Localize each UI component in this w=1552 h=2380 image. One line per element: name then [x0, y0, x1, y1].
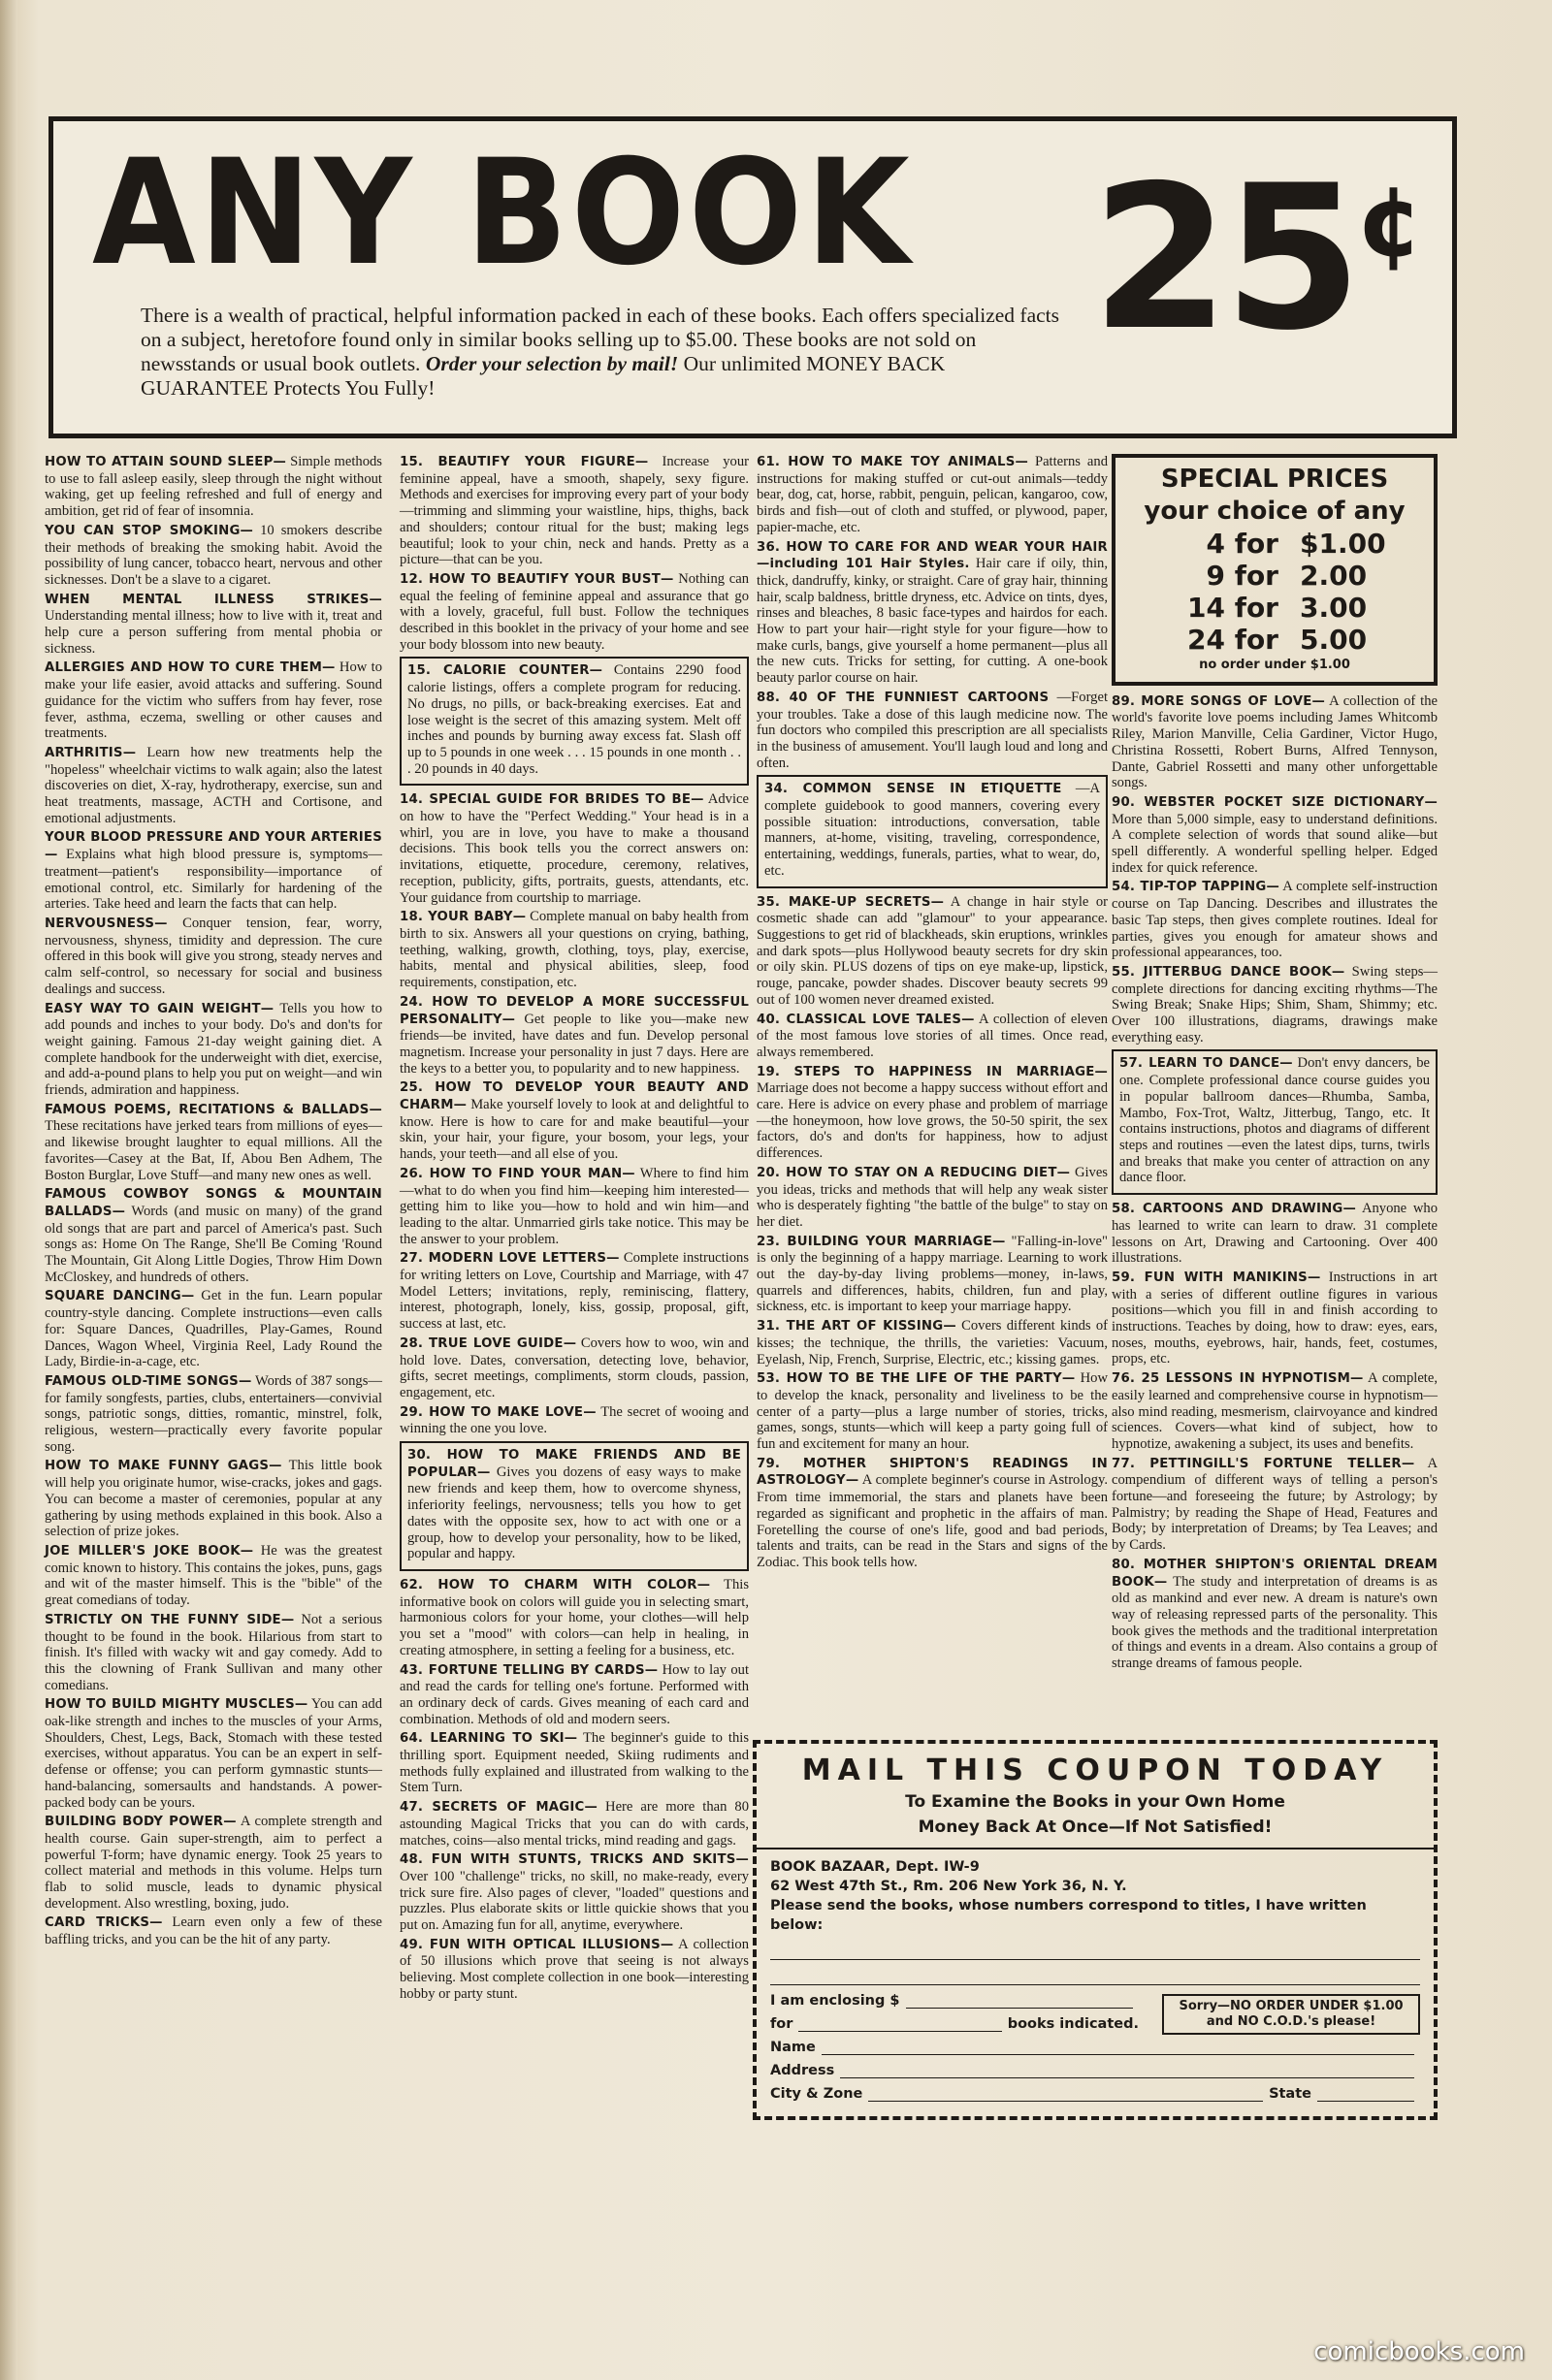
- book-description: 10 smokers describe their methods of breaking the smoking habit. Avoid the possibility of lung cancer, tobacco heart, nervous and other sicknesses. Don't be a slave to a cigaret.: [45, 522, 383, 588]
- book-title: 24. HOW TO DEVELOP A MORE SUCCESSFUL PERSONALITY—: [400, 994, 749, 1027]
- book-title: 62. HOW TO CHARM WITH COLOR—: [400, 1578, 711, 1592]
- book-title: 30. HOW TO MAKE FRIENDS AND BE POPULAR—: [407, 1448, 741, 1480]
- book-listing: [45, 1458, 382, 1540]
- name-row: [770, 2040, 1420, 2055]
- book-description: Nothing can equal the feeling of feminine appeal and assurance that go with a lovely, graceful, full bust. Follow the techniques described in this booklet in the privacy of your home and see your body blossom into new beauty.: [400, 570, 749, 653]
- state-field[interactable]: [1317, 2086, 1414, 2102]
- book-listing: [400, 1799, 749, 1849]
- book-title: JOE MILLER'S JOKE BOOK—: [45, 1544, 254, 1559]
- book-description: Complete instructions for writing letters on Love, Courtship and Marriage, with 47 Model Letters; invitations, reply, reminiscing, flattery, interest, photograph, lonely, kiss, gossip, proposal, gift, success at last, etc.: [400, 1250, 749, 1333]
- book-description: Make yourself lovely to look at and delightful to know. Here is how to care for and make beautiful—your skin, your hair, your figure, your bosom, your legs, your hands, your teeth—and all else of you.: [400, 1097, 749, 1163]
- book-description: A complete self-instruction course on Tap Dancing. Describes and illustrates the basic Tap steps, then gives complete routines. Ideal for parties, gives you enough for amateur shows and professional appearances, too.: [1112, 879, 1439, 961]
- book-description: Conquer tension, fear, worry, nervousness, shyness, timidity and depression. The cure offered in this book will give you strong, steady nerves and calm self-control, so necessary for social and business dealings and success.: [45, 915, 382, 997]
- book-title: 80. MOTHER SHIPTON'S ORIENTAL DREAM BOOK—: [1112, 1557, 1438, 1590]
- site-watermark: comicbooks.com: [1313, 2337, 1525, 2366]
- book-listing: [45, 1102, 382, 1184]
- book-title: 77. PETTINGILL'S FORTUNE TELLER—: [1112, 1456, 1415, 1471]
- book-title: 89. MORE SONGS OF LOVE—: [1112, 693, 1325, 709]
- state-label: State: [1269, 2086, 1311, 2102]
- book-title: 31. THE ART OF KISSING—: [757, 1319, 956, 1335]
- book-title: 58. CARTOONS AND DRAWING—: [1112, 1202, 1357, 1217]
- book-title: 18. YOUR BABY—: [400, 910, 527, 925]
- book-title: HOW TO BUILD MIGHTY MUSCLES—: [45, 1697, 308, 1713]
- book-listing: [45, 1612, 382, 1694]
- book-description: Hair care if oily, thin, thick, dandruffy, kinky, or straight. Care of gray hair, thinning hair, scalp baldness, brittle dryness, etc. Advice on tints, dyes, rinses and bleaches, 8 basic face-types and hairdos for each. How to part your hair—right style for your figure—how to make curls, bangs, give yourself a home permanent—plus all the new cuts. Tricks for setting, for cutting. A one-book beauty parlor course on hair.: [757, 556, 1108, 687]
- book-listing: [757, 1318, 1108, 1367]
- book-listing: [757, 539, 1108, 687]
- book-description: A complete beginner's course in Astrology. From time immemorial, the stars and planets have been regarded as significant and prophetic in the affairs of man. Foretelling the course of one's life, good and bad periods, talents and traits, can be read in the Stars and signs of the Zodiac. This book tells how.: [757, 1472, 1108, 1570]
- book-description: This little book will help you originate humor, wise-cracks, jokes and gags. You can become a master of ceremonies, popular at any gathering by using methods explained in this book. Also a selection of prize jokes.: [45, 1458, 382, 1540]
- city-label: City & Zone: [770, 2086, 863, 2102]
- book-title: 23. BUILDING YOUR MARRIAGE—: [757, 1234, 1006, 1249]
- book-description: Increase your feminine appeal, have a smooth, shapely, sexy figure. Methods and exercises for improving every part of your body—trimming and slimming your waistline, hips, thighs, back and shoulders; contour ritual for the bust; making legs beautiful; look to your chin, neck and hands. Pretty as a picture—that can be you.: [400, 454, 749, 568]
- book-title: YOU CAN STOP SMOKING—: [45, 523, 254, 538]
- book-description: You can add oak-like strength and inches to the muscles of your Arms, Shoulders, Chest, Legs, Back, Stomach with these tested exercises, without apparatus. You can be an expert in self-defense or offense; you can perform gymnastic stunts—hand-balancing, somersaults and handstands. A power-packed body can be yours.: [45, 1696, 383, 1811]
- book-listing: [1112, 964, 1438, 1046]
- boxed-listing: [1112, 1049, 1438, 1195]
- book-description: Get in the fun. Learn popular country-style dancing. Complete instructions—even calls for: Square Dances, Quadrilles, Play-Games, Round Dances, Wagon Wheel, Virginia Reel, Lady Round the Lady, Birdie-in-a-cage, etc.: [45, 1288, 383, 1370]
- book-title: 64. LEARNING TO SKI—: [400, 1731, 578, 1747]
- book-listing: [400, 1730, 749, 1796]
- book-title: FAMOUS OLD-TIME SONGS—: [45, 1373, 252, 1389]
- book-description: Explains what high blood pressure is, symptoms—treatment—patient's responsibility—importance of emotional control, etc. Similarly for hardening of the arteries. Take heed and learn the facts that can help.: [45, 847, 382, 913]
- book-title: 54. TIP-TOP TAPPING—: [1112, 880, 1279, 895]
- coupon-instructions: Please send the books, whose numbers correspond to titles, I have written below:: [770, 1898, 1367, 1933]
- book-description: Swing steps—complete directions for dancing exciting rhythms—The Swing Break; Snake Hips; Shim, Sham, Shimmy; etc. Over 100 illustrations, diagrams, drawings make everything easy.: [1112, 963, 1439, 1045]
- book-listing: [400, 909, 749, 991]
- book-title: 12. HOW TO BEAUTIFY YOUR BUST—: [400, 571, 674, 587]
- book-title: 40. CLASSICAL LOVE TALES—: [757, 1012, 975, 1027]
- book-description: A collection of the world's favorite love poems including James Whitcomb Riley, Marion Manville, Celia Gardiner, Victor Hugo, Christina Rossetti, Robert Burns, Alfred Tennyson, Dante, Gabriel Rossetti and many other unforgettable songs.: [1112, 692, 1438, 791]
- price-qty: 9 for: [1206, 560, 1278, 592]
- book-listing: [400, 571, 749, 654]
- book-title: STRICTLY ON THE FUNNY SIDE—: [45, 1612, 295, 1627]
- book-description: How to develop the knack, personality and liveliness to be the center of a party—plus a large number of stories, tricks, games, songs, stunts—which will keep a party going full of fun and excitement for many an hour.: [757, 1370, 1108, 1453]
- enclosing-label: I am enclosing $: [770, 1993, 900, 2009]
- book-title: 15. BEAUTIFY YOUR FIGURE—: [400, 455, 649, 469]
- price-value: 25: [1091, 144, 1357, 374]
- book-listing: [45, 1001, 382, 1099]
- book-listing: [400, 994, 749, 1077]
- book-description: The secret of wooing and winning the one you love.: [400, 1403, 749, 1437]
- book-listing: [757, 1064, 1108, 1162]
- book-title: 34. COMMON SENSE IN ETIQUETTE: [764, 782, 1062, 797]
- book-description: "Falling-in-love" is only the beginning of a happy marriage. Learning to work out the day-by-day living problems—money, in-laws, quarrels and differences, habits, children, fun and play, sickness, etc. is important to keep your marriage happy.: [757, 1233, 1108, 1315]
- price-amount: $1.00: [1300, 528, 1386, 560]
- intro-part-1: There is a wealth of practical, helpful information packed in each of these books. Each offers specialized facts on a subject, heretofore found only in similar books selling up to $5.00. These books are not sold on newsstands or usual book outlets.: [141, 304, 1059, 375]
- book-description: Get people to like you—make new friends—be invited, have dates and fun. Develop personal magnetism. Increase your personality in just 7 days. Here are the keys to a better you, to popularity and to new happiness.: [400, 1011, 749, 1077]
- book-title: BUILDING BODY POWER—: [45, 1815, 237, 1830]
- boxed-listing: [400, 1441, 749, 1571]
- book-description: Anyone who has learned to write can learn to draw. 31 complete lessons on Art, Drawing and Cartooning. Over 400 illustrations.: [1112, 1201, 1438, 1267]
- book-title: 35. MAKE-UP SECRETS—: [757, 894, 945, 910]
- book-description: Where to find him—what to do when you find him—keeping him interested—getting him to like you—how to hold and win him—and leading to the altar. Unmarried girls take notice. This may be the answer to your problem.: [400, 1165, 749, 1247]
- book-title: HOW TO MAKE FUNNY GAGS—: [45, 1459, 282, 1474]
- coupon-address-1: BOOK BAZAAR, Dept. IW-9: [770, 1859, 980, 1875]
- book-description: Contains 2290 food calorie listings, offers a complete program for reducing. No drugs, no pills, or back-breaking exercises. Eat and lose weight is the secret of this amazing system. Melt off inches and pounds by burning away excess fat. Slash off up to 5 pounds in one week . . . 15 pounds in one month . . . 20 pounds in 40 days.: [407, 662, 741, 777]
- book-title: HOW TO ATTAIN SOUND SLEEP—: [45, 455, 287, 469]
- boxed-listing: [400, 657, 749, 786]
- book-description: Learn even only a few of these baffling tricks, and you can be the hit of any party.: [45, 1914, 382, 1948]
- name-label: Name: [770, 2040, 816, 2055]
- book-description: Instructions in art with a series of different outline figures in various positions—which you fill in and finish according to instructions. Teaches by doing, how to draw: eyes, ears, noses, mouths, eyebrows, hair, hands, feet, costumes, props, etc.: [1112, 1269, 1438, 1367]
- book-description: Marriage does not become a happy success without effort and care. Here is advice on every phase and problem of marriage—the honeymoon, how love grows, the 50-50 spirit, the sex factors, do's and don'ts for happiness, how to adjust differences.: [757, 1080, 1108, 1162]
- coupon-divider: [757, 1848, 1434, 1849]
- book-title: 25. HOW TO DEVELOP YOUR BEAUTY AND CHARM—: [400, 1080, 749, 1113]
- book-listing: [400, 1404, 749, 1437]
- book-listing: [757, 454, 1108, 536]
- price-amount: 5.00: [1300, 624, 1368, 656]
- book-listing: [1112, 1201, 1438, 1267]
- book-listing: [45, 659, 382, 742]
- price-amount: 2.00: [1300, 560, 1368, 592]
- book-listing: [757, 894, 1108, 1009]
- intro-part-2: Our unlimited MONEY BACK GUARANTEE Protects You Fully!: [141, 352, 946, 400]
- book-description: A compendium of different ways of telling a person's fortune—and foreseeing the future; by Astrology; by Palmistry; by reading the Shape of Head, Features and Body; by interpretation of Dreams; by Tea Leaves; and by Cards.: [1112, 1455, 1438, 1554]
- book-title: FAMOUS POEMS, RECITATIONS & BALLADS—: [45, 1102, 382, 1117]
- book-column-1: [45, 454, 382, 1951]
- book-description: Over 100 "challenge" tricks, no skill, no make-ready, every trick sure fire. Also pages of clever, "loaded" questions and puzzles. Plus elaborate skits or little quickie shows that you put on. Amazing fun for all, anytime, everywhere.: [400, 1868, 749, 1934]
- address-row: [770, 2063, 1420, 2078]
- book-title: EASY WAY TO GAIN WEIGHT—: [45, 1001, 275, 1016]
- price-row: [1123, 528, 1426, 560]
- book-description: Complete manual on baby health from birth to six. Answers all your questions on crying, bathing, teething, walking, growth, clothing, toys, play, exercise, habits, mental and physical abilities, sleep, food requirements, constipation, etc.: [400, 909, 749, 991]
- book-description: Don't envy dancers, be one. Complete professional dance course guides you in popular ballroom dances—Rhumba, Samba, Mambo, Fox-Trot, Waltz, Jitterbug, Tango, etc. It contains instructions, photos and diagrams of different steps and routines —even the latest dips, turns, twirls and breaks that make you center of attraction on any dance floor.: [1119, 1055, 1430, 1186]
- book-description: The study and interpretation of dreams is as old as mankind and ever new. A dream is nature's own way of releasing repressed parts of the personality. This book gives the methods and the traditional interpretation of things and events in a dream. Also contains a group of strange dreams of famous people.: [1112, 1573, 1438, 1672]
- book-description: This informative book on colors will guide you in selecting smart, harmonious colors for your home, your clothes—will help you set a "mood" with colors—can help in healing, in creating atmosphere, in setting a feeling for a business, etc.: [400, 1577, 749, 1658]
- book-listing: [45, 1373, 382, 1456]
- book-listing: [400, 454, 749, 568]
- address-field[interactable]: [840, 2063, 1414, 2078]
- book-description: More than 5,000 simple, easy to understand definitions. A complete selection of words that sound alike—but spell differently. A wonderful spelling helper. Edged index for quick reference.: [1112, 811, 1438, 876]
- book-title: 36. HOW TO CARE FOR AND WEAR YOUR HAIR—including 101 Hair Styles.: [757, 539, 1108, 572]
- book-listing: [1119, 1055, 1430, 1186]
- book-listing: [45, 592, 382, 658]
- book-title: 88. 40 OF THE FUNNIEST CARTOONS: [757, 690, 1050, 705]
- books-count-row: [770, 2016, 1139, 2032]
- book-listing: [757, 1456, 1108, 1571]
- book-listing: [400, 1851, 749, 1934]
- special-prices-title: SPECIAL PRICES: [1160, 465, 1389, 494]
- book-description: Gives you ideas, tricks and methods that will help any weak sister who is desperately fighting "the battle of the bulge" to stay on her diet.: [757, 1164, 1108, 1230]
- books-count-field[interactable]: [798, 2016, 1001, 2032]
- book-title: NERVOUSNESS—: [45, 916, 168, 931]
- minimum-order-notice: Sorry—NO ORDER UNDER $1.00 and NO C.O.D.'s please!: [1162, 1994, 1420, 2035]
- book-listing: [1112, 1456, 1438, 1554]
- book-listing: [45, 1543, 382, 1609]
- enclosing-row: [770, 1993, 1139, 2009]
- book-title: 28. TRUE LOVE GUIDE—: [400, 1335, 577, 1351]
- book-description: Tells you how to add pounds and inches to your body. Do's and don'ts for weight gaining. Famous 21-day weight gaining diet. A complete handbook for the underweight with diet, exercise, and add-a-pound plans to help you put on weight—and win friends, admiration and happiness.: [45, 1000, 382, 1099]
- coupon-subtitle-2: Money Back At Once—If Not Satisfied!: [918, 1817, 1273, 1837]
- book-listing: [45, 1186, 382, 1285]
- book-listing: [757, 1165, 1108, 1231]
- book-title: 49. FUN WITH OPTICAL ILLUSIONS—: [400, 1937, 674, 1952]
- book-description: Covers different kinds of kisses; the technique, the thrills, the varieties: Vacuum, Eyelash, Nip, French, Surprise, Electric, etc.; kissing games.: [757, 1318, 1109, 1367]
- book-description: Gives you dozens of easy ways to make new friends and keep them, how to overcome shyness, inferiority feelings, nervousness; tells you how to get dates with the opposite sex, how to act with one or a group, how to develop your personality, how to be liked, popular and happy.: [407, 1463, 741, 1562]
- book-numbers-line[interactable]: [770, 1941, 1420, 1960]
- book-description: Words (and music on many) of the grand old songs that are part and parcel of America's past. Such songs as: Home On The Range, She'll Be Coming 'Round The Mountain, Git Along Little Dogies, Throw Him Down McCloskey, and hundreds of others.: [45, 1203, 382, 1285]
- book-listing: [1112, 794, 1438, 877]
- city-field[interactable]: [868, 2086, 1263, 2102]
- book-listing: [407, 1447, 741, 1562]
- book-title: 55. JITTERBUG DANCE BOOK—: [1112, 964, 1345, 980]
- book-listing: [45, 523, 382, 589]
- book-title: 15. CALORIE COUNTER—: [407, 663, 603, 679]
- book-description: A change in hair style or cosmetic shade can add "glamour" to your appearance. Suggestions to get rid of blackheads, skin eruptions, wrinkles and dark spots—plus Hollywood beauty secrets for dry skin or oily skin. PLUS dozens of tips on eye make-up, lipstick, rouge, pancake, powder shades. Discover beauty secrets 99 out of 100 women never dreamed existed.: [757, 893, 1108, 1008]
- intro-text: [141, 304, 1072, 401]
- book-description: Not a serious thought to be found in the book. Hilarious from start to finish. It's filled with wacky wit and gay comedy. Add to this the clowning of Frank Sullivan and many other comedians.: [45, 1611, 382, 1693]
- book-description: The beginner's guide to this thrilling sport. Equipment needed, Skiing rudiments and methods fully explained and illustrated from walking to the Stem Turn.: [400, 1730, 749, 1796]
- book-title: 90. WEBSTER POCKET SIZE DICTIONARY—: [1112, 794, 1438, 810]
- book-title: WHEN MENTAL ILLNESS STRIKES—: [45, 592, 382, 607]
- book-listing: [1112, 693, 1438, 791]
- book-listing: [45, 745, 382, 827]
- intro-emphasis: Order your selection by mail!: [425, 352, 679, 375]
- coupon-subtitle-1: To Examine the Books in your Own Home: [905, 1792, 1285, 1812]
- book-title: 26. HOW TO FIND YOUR MAN—: [400, 1166, 635, 1181]
- book-listing: [757, 690, 1108, 772]
- ad-header: [48, 116, 1457, 438]
- book-description: Understanding mental illness; how to live with it, treat and help cure a person suffering from mental phobia or sickness.: [45, 608, 382, 657]
- special-prices-box: [1112, 454, 1438, 686]
- book-title: 61. HOW TO MAKE TOY ANIMALS—: [757, 455, 1028, 469]
- book-description: A collection of eleven of the most famous love stories of all times. Once read, always remembered.: [757, 1011, 1108, 1060]
- order-coupon: [753, 1740, 1438, 2120]
- book-description: Learn how new treatments help the "hopeless" wheelchair victims to walk again; also the latest discoveries on diet, X-ray, hydrotherapy, exercise, sun and heat treatments, massage, ACTH and Cortisone, and emotional adjustments.: [45, 744, 382, 826]
- price-banner: [1091, 144, 1424, 374]
- book-title: 29. HOW TO MAKE LOVE—: [400, 1404, 597, 1420]
- coupon-address-2: 62 West 47th St., Rm. 206 New York 36, N. Y.: [770, 1879, 1127, 1894]
- book-description: A complete, easily learned and comprehensive course in hypnotism—also mind reading, mesmerism, clairvoyance and kindred sciences. Covers—what kind of subject, how to hypnotize, awakening a subject, its uses and benefits.: [1112, 1370, 1438, 1452]
- price-cent: ¢: [1356, 165, 1424, 278]
- book-listing: [1112, 1370, 1438, 1453]
- book-listing: [1112, 1270, 1438, 1367]
- book-title: FAMOUS COWBOY SONGS & MOUNTAIN BALLADS—: [45, 1187, 382, 1219]
- page-gutter: [0, 0, 17, 2380]
- price-qty: 4 for: [1206, 528, 1278, 560]
- amount-field[interactable]: [906, 1993, 1133, 2009]
- book-listing: [45, 829, 382, 913]
- price-amount: 3.00: [1300, 592, 1368, 624]
- book-title: 57. LEARN TO DANCE—: [1119, 1056, 1293, 1072]
- book-listing: [400, 1335, 749, 1401]
- book-listing: [757, 1234, 1108, 1316]
- city-state-row: [770, 2086, 1420, 2102]
- book-listing: [45, 1288, 382, 1370]
- book-title: SQUARE DANCING—: [45, 1289, 195, 1304]
- book-listing: [45, 1914, 382, 1947]
- book-numbers-line[interactable]: [770, 1966, 1420, 1985]
- headline: ANY BOOK: [92, 129, 914, 298]
- book-listing: [45, 454, 382, 520]
- book-title: 20. HOW TO STAY ON A REDUCING DIET—: [757, 1165, 1071, 1180]
- books-indicated-label: books indicated.: [1007, 2016, 1139, 2032]
- book-title: 59. FUN WITH MANIKINS—: [1112, 1270, 1321, 1285]
- book-title: 79. MOTHER SHIPTON'S READINGS IN ASTROLOGY—: [757, 1456, 1108, 1489]
- book-title: 19. STEPS TO HAPPINESS IN MARRIAGE—: [757, 1064, 1108, 1079]
- book-description: He was the greatest comic known to history. This contains the jokes, puns, gags and wit of the master himself. This is the "bible" of the great comedians of today.: [45, 1543, 382, 1609]
- book-description: Here are more than 80 astounding Magical Tricks that you can do with cards, matches, coins—also mental tricks, mind reading and gags.: [400, 1799, 750, 1849]
- book-description: Words of 387 songs—for family songfests, parties, clubs, entertainers—convivial songs, patriotic songs, ditties, romantic, minstrel, folk, religious, western—practically every favorite popular song.: [45, 1372, 383, 1455]
- price-row: [1123, 624, 1426, 656]
- book-title: 43. FORTUNE TELLING BY CARDS—: [400, 1662, 659, 1678]
- book-title: 48. FUN WITH STUNTS, TRICKS AND SKITS—: [400, 1852, 749, 1868]
- book-listing: [45, 916, 382, 998]
- book-title: 53. HOW TO BE THE LIFE OF THE PARTY—: [757, 1371, 1076, 1387]
- book-description: Patterns and instructions for making stuffed or cut-out animals—teddy bear, dog, cat, horse, rabbit, penguin, pelican, kangaroo, cow, birds and fish—out of cloth and stuffed, or plywood, paper, papier-mache, etc.: [757, 454, 1108, 535]
- book-description: Simple methods to use to fall asleep easily, sleep through the night without waking, get up feeling refreshed and full of energy and ambition, get rid of fear of insomnia.: [45, 454, 382, 520]
- book-title: ARTHRITIS—: [45, 745, 137, 760]
- special-prices-subtitle: your choice of any: [1144, 497, 1406, 526]
- book-column-4: [1112, 454, 1438, 1675]
- address-label: Address: [770, 2063, 835, 2078]
- book-listing: [764, 781, 1100, 879]
- book-listing: [1112, 1557, 1438, 1672]
- book-description: A complete strength and health course. Gain super-strength, aim to perfect a powerful T-form; have dynamic energy. Took 25 years to collect material and methods in this volume. Helps turn flab to solid muscle, leads to dynamic physical development. Also wrestling, boxing, judo.: [45, 1814, 382, 1912]
- book-column-3: [757, 454, 1108, 1574]
- book-listing: [400, 791, 749, 906]
- price-qty: 24 for: [1187, 624, 1278, 656]
- book-listing: [400, 1166, 749, 1248]
- book-title: 27. MODERN LOVE LETTERS—: [400, 1251, 620, 1267]
- book-listing: [757, 1370, 1108, 1453]
- book-listing: [400, 1937, 749, 2003]
- name-field[interactable]: [822, 2040, 1414, 2055]
- book-description: How to lay out and read the cards for telling one's fortune. Performed with an ordinary deck of cards. Gives meaning of each card and combination. Methods of old and modern seers.: [400, 1661, 749, 1727]
- special-prices-note: no order under $1.00: [1199, 658, 1350, 672]
- book-listing: [407, 662, 741, 777]
- book-description: Covers how to woo, win and hold love. Dates, conversation, detecting love, behavior, gifts, secret meetings, compliments, storm clouds, passion, engagement, etc.: [400, 1335, 749, 1400]
- for-label: for: [770, 2016, 793, 2032]
- price-row: [1123, 560, 1426, 592]
- book-listing: [757, 1012, 1108, 1061]
- book-listing: [45, 1814, 382, 1912]
- book-column-2: [400, 454, 749, 2006]
- book-title: ALLERGIES AND HOW TO CURE THEM—: [45, 660, 336, 676]
- book-title: CARD TRICKS—: [45, 1915, 163, 1931]
- book-listing: [400, 1079, 749, 1163]
- book-description: How to make your life easier, avoid attacks and suffering. Sound guidance for the victim who suffers from hay fever, rose fever, asthma, eczema, swelling or other causes and treatments.: [45, 659, 382, 742]
- book-description: —A complete guidebook to good manners, covering every possible situation: introductions, conversation, table manners, at-home, visiting, traveling, correspondence, entertaining, weddings, funerals, parties, what to wear, do, etc.: [764, 781, 1100, 879]
- book-title: 14. SPECIAL GUIDE FOR BRIDES TO BE—: [400, 792, 704, 808]
- book-listing: [1112, 879, 1438, 961]
- coupon-title: MAIL THIS COUPON TODAY: [801, 1753, 1389, 1787]
- book-description: —Forget your troubles. Take a dose of this laugh medicine now. The fun doctors who compiled this prescription are all specialists in the business of amusement. You'll laugh loud and long and often.: [757, 689, 1108, 771]
- book-description: Advice on how to have the "Perfect Wedding." Your head is in a whirl, you are in love, you have to make a thousand decisions. This book tells you the correct answers on: invitations, etiquette, procedure, ceremony, relatives, reception, publicity, gifts, portraits, guests, attendants, etc. Your guidance from courtship to marriage.: [400, 791, 749, 906]
- book-title: YOUR BLOOD PRESSURE AND YOUR ARTERIES—: [45, 830, 382, 863]
- book-listing: [400, 1662, 749, 1728]
- book-listing: [400, 1577, 749, 1659]
- price-qty: 14 for: [1187, 592, 1278, 624]
- book-listing: [400, 1250, 749, 1333]
- boxed-listing: [757, 775, 1108, 887]
- book-description: These recitations have jerked tears from millions of eyes—and likewise brought laughter to equal millions. All the favorites—Casey at the Bat, If, Abou Ben Adhem, The Boston Burglar, Love Stuff—and many new ones as well.: [45, 1118, 382, 1183]
- book-title: 76. 25 LESSONS IN HYPNOTISM—: [1112, 1371, 1364, 1387]
- book-description: A collection of 50 illusions which prove that seeing is not always believing. Most complete collection in one book—interesting hobby or party stunt.: [400, 1936, 749, 2002]
- price-row: [1123, 592, 1426, 624]
- book-title: 47. SECRETS OF MAGIC—: [400, 1800, 598, 1816]
- book-listing: [45, 1696, 382, 1811]
